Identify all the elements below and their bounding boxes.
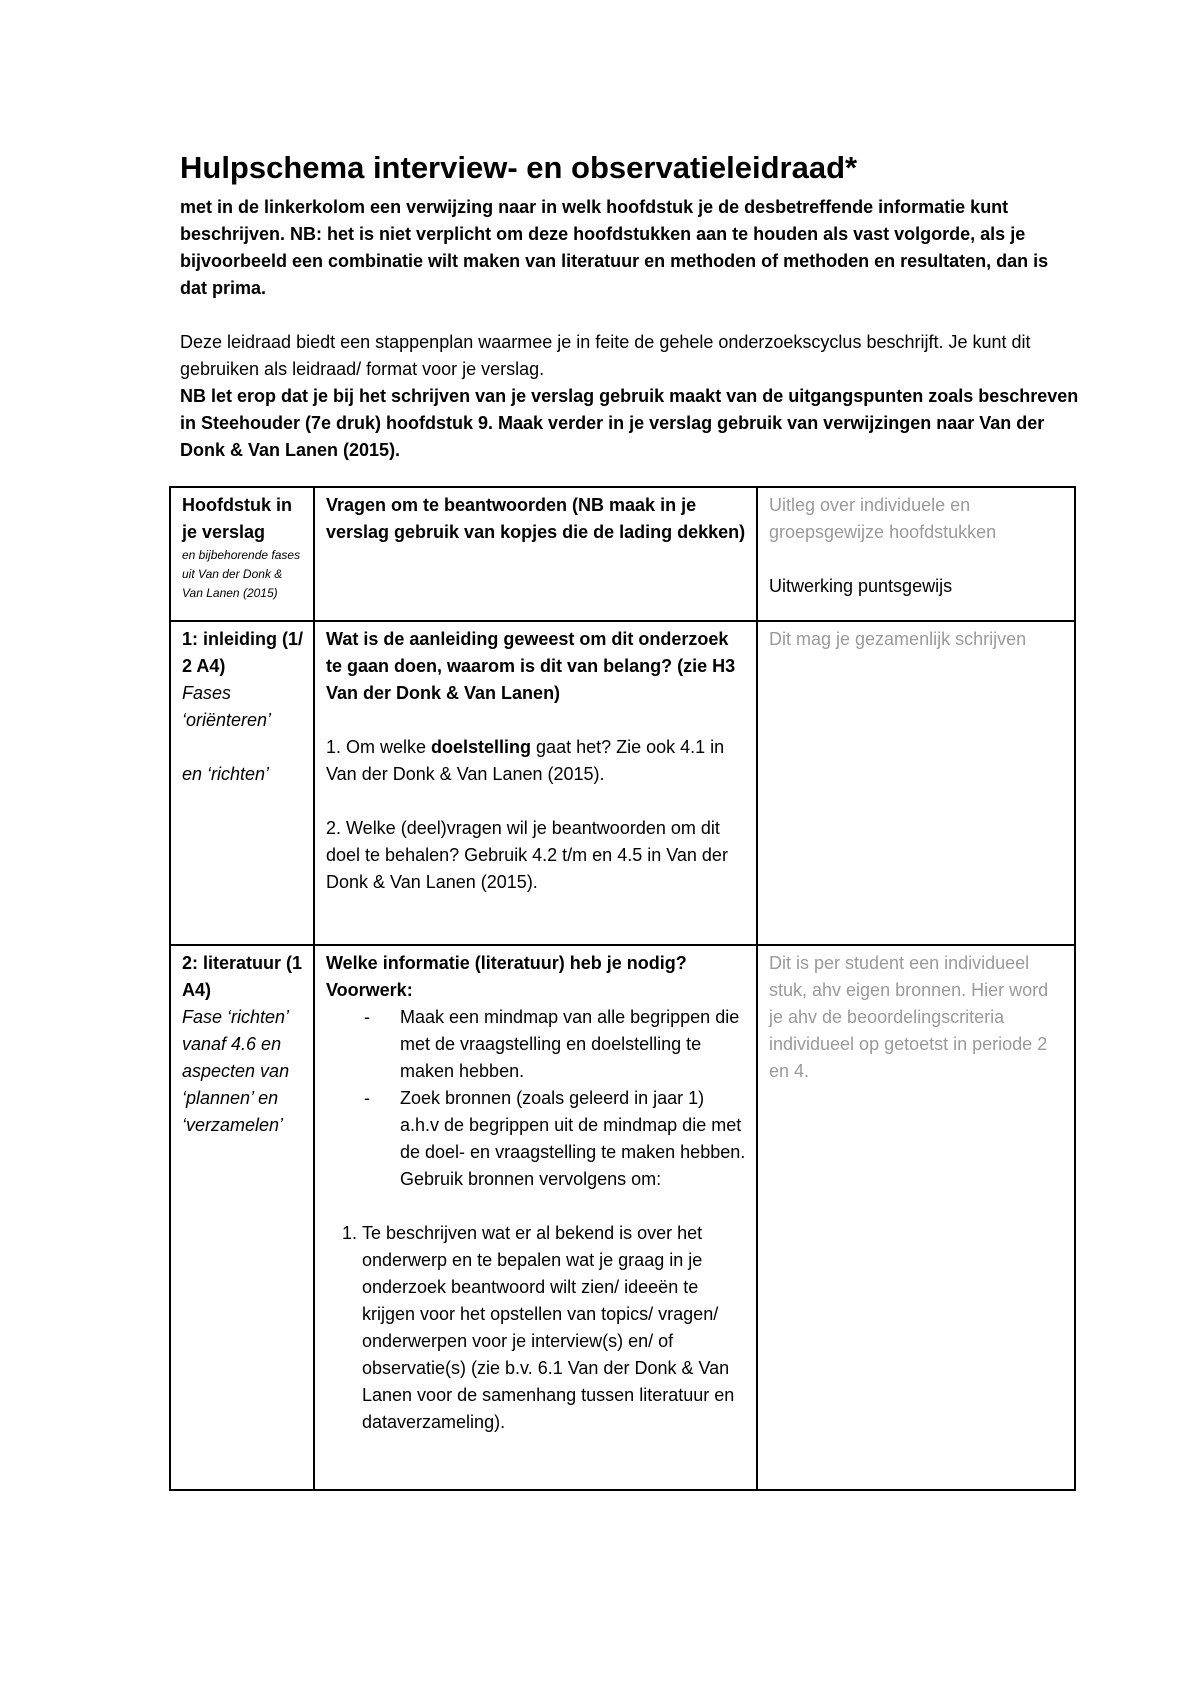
list-item: - Maak een mindmap van alle begrippen die met de vraagstelling en doelstelling te maken hebben.	[364, 1004, 746, 1085]
intro-paragraph	[180, 329, 1080, 464]
row1-questions-cell	[314, 621, 757, 945]
row2-title: 2: literatuur (1 A4)	[182, 953, 303, 1000]
row1-q1-b: gaat het? Zie ook 4.1 in Van der Donk & Van Lanen (2015).	[326, 737, 725, 784]
row2-note-cell	[757, 945, 1075, 1490]
table-row-literatuur	[170, 945, 1075, 1490]
row2-numbered-list	[326, 1220, 746, 1436]
row1-phase-a: Fases ‘oriënteren’	[182, 683, 272, 730]
header-chapter-sub: en bijbehorende fases uit Van der Donk & Van Lanen (2015)	[182, 548, 301, 600]
row2-question: Welke informatie (literatuur) heb je nodig?	[326, 953, 687, 973]
row1-question: Wat is de aanleiding geweest om dit onderzoek te gaan doen, waarom is dit van belang? (zie H3 Van der Donk & Van Lanen)	[326, 629, 736, 703]
row1-q2: 2. Welke (deel)vragen wil je beantwoorden om dit doel te behalen? Gebruik 4.2 t/m en 4.5 in Van der Donk & Van Lanen (2015).	[326, 818, 728, 892]
row1-q1-a: 1. Om welke	[326, 737, 432, 757]
intro-text-a: Deze leidraad biedt een stappenplan waarmee je in feite de gehele onderzoekscyclus beschrijft	[180, 332, 939, 352]
row2-note: Dit is per student een individueel stuk, ahv eigen bronnen. Hier word je ahv de beoordelingscriteria individueel op getoetst in periode 2 en 4.	[769, 953, 1049, 1081]
intro-note: NB let erop dat je bij het schrijven van je verslag gebruik maakt van de uitgangspunten zoals beschreven in Steehouder (7e druk) hoofdstuk 9. Maak verder in je verslag gebruik van verwijzingen naar Van der Donk & Van Lanen (2015).	[180, 386, 1079, 460]
row2-questions-cell	[314, 945, 757, 1490]
list-item: - Zoek bronnen (zoals geleerd in jaar 1) a.h.v de begrippen uit de mindmap die met de doel- en vraagstelling te maken hebben. Gebruik bronnen vervolgens om:	[364, 1085, 746, 1193]
header-questions-title: Vragen om te beantwoorden (NB maak in je verslag gebruik van kopjes die de lading dekken)	[326, 495, 746, 542]
row1-q1	[326, 734, 746, 788]
header-chapter-cell	[170, 487, 314, 621]
intro-text-b: . Je kunt dit gebruiken als leidraad/ format voor je verslag.	[180, 332, 1031, 379]
row2-phase: Fase ‘richten’ vanaf 4.6 en aspecten van ‘plannen’ en ‘verzamelen’	[182, 1007, 290, 1135]
document-body	[180, 148, 1080, 464]
row2-dash-list	[326, 1004, 746, 1193]
header-explanation-title: Uitleg over individuele en groepsgewijze hoofdstukken	[769, 495, 997, 542]
row2-prework: Voorwerk:	[326, 980, 413, 1000]
spacer	[326, 707, 746, 734]
list-item: 1. Te beschrijven wat er al bekend is over het onderwerp en te bepalen wat je graag in je onderzoek beantwoord wilt zien/ ideeën te krijgen voor het opstellen van topics/ vragen/ onderwerpen voor je interview(s) en/ of observatie(s) (zie b.v. 6.1 Van der Donk & Van Lanen voor de samenhang tussen literatuur en dataverzameling).	[362, 1220, 746, 1436]
spacer	[326, 1193, 746, 1220]
header-chapter-title: Hoofdstuk in je verslag	[182, 495, 292, 542]
row1-chapter-cell	[170, 621, 314, 945]
header-explanation-cell	[757, 487, 1075, 621]
header-elaboration-label: Uitwerking puntsgewijs	[769, 576, 953, 596]
spacer	[326, 788, 746, 815]
table-row-inleiding	[170, 621, 1075, 945]
row1-note: Dit mag je gezamenlijk schrijven	[769, 629, 1027, 649]
row1-title: 1: inleiding (1/ 2 A4)	[182, 629, 304, 676]
row2-chapter-cell	[170, 945, 314, 1490]
schema-table	[169, 486, 1076, 1491]
row1-note-cell	[757, 621, 1075, 945]
table-header-row	[170, 487, 1075, 621]
header-questions-cell	[314, 487, 757, 621]
spacer	[769, 546, 1064, 573]
row1-q1-bold: doelstelling	[431, 737, 532, 757]
document-title: Hulpschema interview- en observatieleidraad*	[180, 150, 858, 185]
intro-bold-paragraph: met in de linkerkolom een verwijzing naar in welk hoofdstuk je de desbetreffende informatie kunt beschrijven. NB: het is niet verplicht om deze hoofdstukken aan te houden als vast volgorde, als je bijvoorbeeld een combinatie wilt maken van literatuur en methoden of methoden en resultaten, dan is dat prima.	[180, 197, 1049, 298]
spacer	[182, 734, 303, 761]
row1-phase-b: en ‘richten’	[182, 764, 270, 784]
